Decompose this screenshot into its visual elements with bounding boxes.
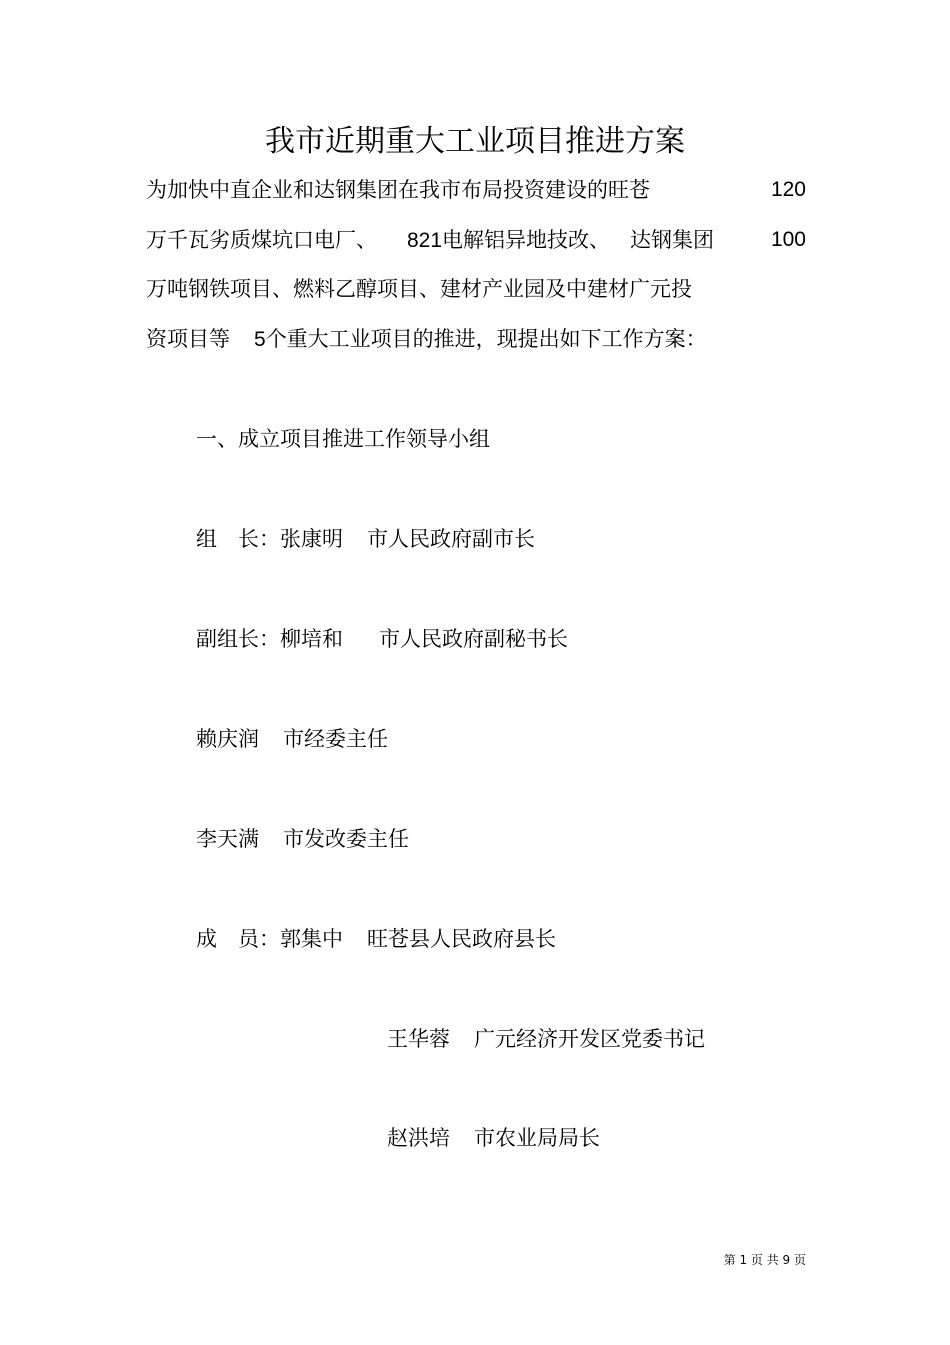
deputy2-name: 赖庆润 (196, 727, 259, 751)
intro-line-2 (146, 225, 714, 256)
member3-row (387, 1123, 600, 1153)
document-title: 我市近期重大工业项目推进方案 (265, 124, 685, 159)
member2-row (387, 1024, 705, 1054)
section1-heading: 一、成立项目推进工作领导小组 (196, 427, 490, 451)
intro-line-4-part2: 个重大工业项目的推进，现提出如下工作方案： (265, 327, 707, 351)
member1-title: 旺苍县人民政府县长 (367, 927, 556, 951)
deputy1-row (196, 624, 568, 654)
deputy3-row (196, 824, 409, 854)
intro-line-2-part2: 电解铝异地技改、 (442, 228, 611, 252)
intro-line-2-part1: 万千瓦劣质煤坑口电厂、 (146, 228, 377, 252)
deputy-label: 副组长： (196, 627, 280, 651)
member2-name: 王华蓉 (387, 1027, 450, 1051)
intro-line-1 (146, 175, 650, 205)
intro-line-3: 万吨钢铁项目、燃料乙醇项目、建材产业园及中建材广元投 (146, 277, 692, 301)
intro-line-2-part3: 达钢集团 (630, 228, 715, 252)
deputy3-title: 市发改委主任 (283, 827, 409, 851)
member-label: 成 员： (196, 927, 280, 951)
intro-line-2-number1: 821 (407, 229, 443, 252)
intro-line-1-number: 120 (770, 178, 806, 201)
member3-name: 赵洪培 (387, 1126, 450, 1150)
intro-line-4-number: 5 (254, 328, 266, 351)
leader-title: 市人民政府副市长 (367, 527, 535, 551)
intro-line-4-part1: 资项目等 (146, 327, 230, 351)
member3-title: 市农业局局长 (474, 1126, 600, 1150)
leader-label: 组 长： (196, 527, 280, 551)
leader-name: 张康明 (280, 527, 343, 551)
intro-line-1-text: 为加快中直企业和达钢集团在我市布局投资建设的旺苍 (146, 178, 650, 202)
deputy1-name: 柳培和 (280, 627, 343, 651)
deputy3-name: 李天满 (196, 827, 259, 851)
deputy2-row (196, 724, 388, 754)
member2-title: 广元经济开发区党委书记 (474, 1027, 705, 1051)
member1-name: 郭集中 (280, 927, 343, 951)
intro-line-4 (146, 324, 707, 355)
member1-row (196, 924, 556, 954)
leader-row (196, 524, 535, 554)
deputy1-title: 市人民政府副秘书长 (379, 627, 568, 651)
intro-line-2-number2: 100 (770, 228, 806, 251)
page-number-footer: 第 1 页 共 9 页 (723, 1253, 806, 1267)
deputy2-title: 市经委主任 (283, 727, 388, 751)
